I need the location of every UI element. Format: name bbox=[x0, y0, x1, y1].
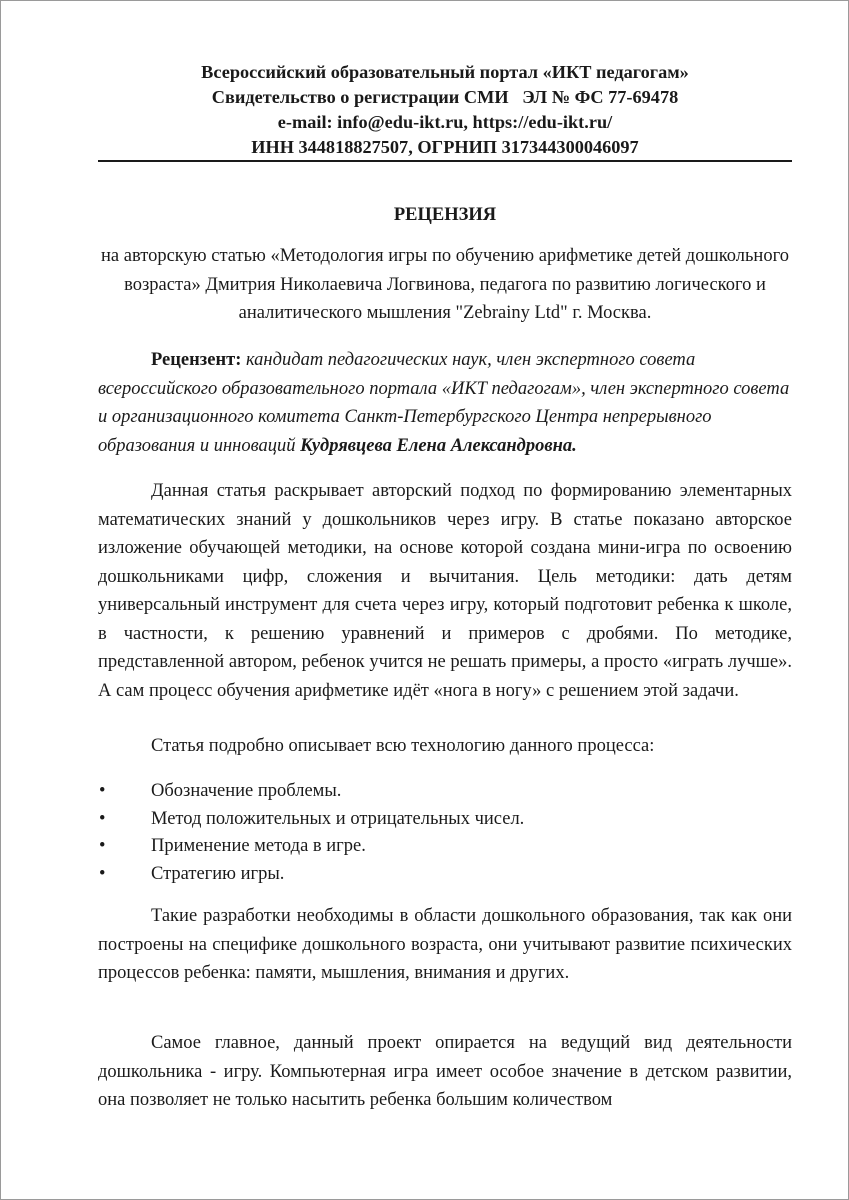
document-subtitle: на авторскую статью «Методология игры по обучению арифметике детей дошкольного возраста» Дмитрия Николаевича Логвинова, педагога по развитию логического и аналитического мышления "Zebrainy Ltd" г. Москва. bbox=[101, 246, 789, 323]
reviewer-block bbox=[98, 346, 792, 460]
paragraph-intro: Данная статья раскрывает авторский подход по формированию элементарных математических знаний у дошкольников через игру. В статье показано авторское изложение обучающей методики, на основе которой создана мини-игра по освоению дошкольниками цифр, сложения и вычитания. Цель методики: дать детям универсальный инструмент для счета через игру, который подготовит ребенка к школе, в частности, к решению уравнений и примеров с дробями. По методике, представленной автором, ребенок учится не решать примеры, а просто «играть лучше». А сам процесс обучения арифметике идёт «нога в ногу» с решением этой задачи. bbox=[98, 481, 792, 701]
list-item bbox=[98, 861, 792, 889]
technology-list bbox=[98, 778, 792, 889]
paragraph-relevance: Такие разработки необходимы в области дошкольного образования, так как они построены на специфике дошкольного возраста, они учитывают развитие психических процессов ребенка: памяти, мышления, внимания и других. bbox=[98, 906, 792, 983]
bullet-icon: • bbox=[99, 808, 106, 829]
paragraph-technology-lead: Статья подробно описывает всю технологию данного процесса: bbox=[151, 736, 655, 756]
letterhead-tax-ids: ИНН 344818827507, ОГРНИП 317344300046097 bbox=[251, 137, 639, 157]
list-item bbox=[98, 833, 792, 861]
list-item bbox=[98, 778, 792, 806]
list-item bbox=[98, 806, 792, 834]
list-item-text: Метод положительных и отрицательных чисел. bbox=[151, 808, 525, 829]
document-title: РЕЦЕНЗИЯ bbox=[393, 205, 497, 225]
list-item-text: Обозначение проблемы. bbox=[151, 781, 342, 801]
reviewer-label: Рецензент: bbox=[151, 350, 242, 370]
letterhead-portal-name: Всероссийский образовательный портал «ИКТ педагогам» bbox=[201, 62, 689, 82]
reviewer-description: кандидат педагогических наук, член экспертного совета всероссийского образовательного портала «ИКТ педагогам», член экспертного совета и организационного комитета Санкт-Петербургского Центра непрерывного образования и инноваций bbox=[98, 350, 790, 456]
letterhead-registration: Свидетельство о регистрации СМИ ЭЛ № ФС 77-69478 bbox=[211, 87, 679, 107]
header-divider bbox=[98, 160, 792, 162]
bullet-icon: • bbox=[99, 864, 106, 885]
bullet-icon: • bbox=[99, 781, 106, 801]
paragraph-main-point: Самое главное, данный проект опирается на ведущий вид деятельности дошкольника - игру. Компьютерная игра имеет особое значение в детском развитии, она позволяет не только насытить ребенка большим количеством bbox=[98, 1033, 792, 1110]
letterhead bbox=[98, 60, 792, 160]
letterhead-contacts: e-mail: info@edu-ikt.ru, https://edu-ikt.ru/ bbox=[277, 112, 613, 132]
reviewer-name: Кудрявцева Елена Александровна. bbox=[300, 435, 577, 456]
list-item-text: Стратегию игры. bbox=[151, 864, 285, 885]
list-item-text: Применение метода в игре. bbox=[151, 836, 366, 857]
bullet-icon: • bbox=[99, 836, 106, 857]
